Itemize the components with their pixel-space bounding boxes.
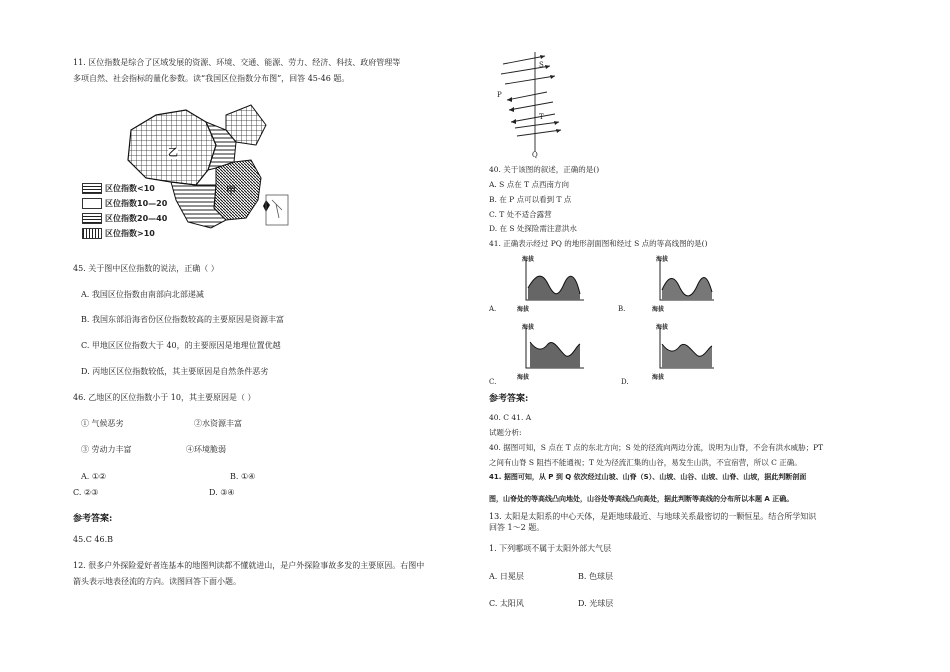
map-label-yi-text: 乙 (168, 148, 178, 159)
left-answer-title: 参考答案: (73, 514, 113, 524)
analysis-line2: 之间有山脊 S 阻挡不能通视；T 处为径流汇集的山谷，易发生山洪，不宜宿营，所以 C 正确。 (489, 458, 802, 467)
analysis-title: 试题分析: (489, 428, 522, 437)
q11-line1: 11. 区位指数是综合了区域发展的资源、环境、交通、能源、劳力、经济、科技、政府管理等 (73, 58, 401, 67)
q40-option-d: D. 在 S 处探险需注意洪水 (489, 224, 577, 233)
profile-d-axis: 海拔 (656, 324, 669, 331)
q46-stem: 46. 乙地区的区位指数小于 10，其主要原因是（ ） (73, 393, 256, 402)
analysis-line1: 40. 据图可知，S 点在 T 点的东北方向；S 处的径流向两边分流，说明为山脊，不会有洪水威胁；PT (489, 443, 824, 452)
profile-b-axis: 海拔 (656, 256, 669, 263)
q1-option-d: D. 光球层 (578, 599, 614, 608)
legend-swatch-vertical (82, 228, 102, 239)
q46-item-4: ④环境脆弱 (186, 445, 226, 454)
map-label-jia-text: 甲 (226, 186, 236, 197)
fig-label-s: S (539, 61, 544, 69)
runoff-arrow-figure (495, 52, 575, 160)
legend-item-1 (82, 183, 155, 194)
left-answer: 45.C 46.B (73, 535, 113, 544)
q40-stem: 40. 关于该图的叙述，正确的是() (489, 165, 600, 174)
profile-c-ground: 海拔 (517, 374, 530, 381)
fig-label-q: Q (532, 151, 538, 159)
option-letter-c: C. (489, 378, 497, 386)
q11-line2: 多项自然、社会指标的量化参数。读“我国区位指数分布图”，回答 45-46 题。 (73, 74, 350, 83)
right-answer: 40. C 41. A (489, 413, 532, 422)
analysis-line4: 图，山脊处的等高线凸向地处，山谷处等高线凸向高处，据此判断等高线的分布所以本题 A 正确。 (489, 495, 794, 503)
q13-line2: 回答 1～2 题。 (489, 523, 545, 532)
q45-option-b: B. 我国东部沿海省份区位指数较高的主要原因是资源丰富 (81, 315, 284, 324)
map-svg (76, 100, 301, 248)
profile-c-axis: 海拔 (522, 324, 535, 331)
profile-option-b (650, 254, 750, 312)
profile-b-ground: 海拔 (652, 306, 665, 313)
q45-option-a: A. 我国区位指数由南部向北部递减 (81, 290, 204, 299)
q40-option-a: A. S 点在 T 点西南方向 (489, 180, 569, 189)
profile-option-a (512, 254, 612, 312)
q40-option-c: C. T 处不适合露营 (489, 210, 552, 219)
profile-option-c (512, 322, 612, 380)
right-answer-title: 参考答案: (489, 394, 529, 404)
q12-line1: 12. 很多户外探险爱好者连基本的地图判读都不懂就进山，是户外探险事故多发的主要原因。右图中 (73, 561, 425, 570)
legend-swatch-blank (82, 198, 102, 209)
q13-line1: 13. 太阳是太阳系的中心天体，是距地球最近、与地球关系最密切的一颗恒星。结合所学知识 (489, 512, 817, 521)
legend-item-2 (82, 198, 167, 209)
option-letter-b: B. (618, 305, 626, 313)
profile-a-axis: 海拔 (522, 256, 535, 263)
q41-stem: 41. 正确表示经过 PQ 的地形剖面图和经过 S 点的等高线图的是() (489, 239, 708, 248)
q46-option-d: D. ③④ (209, 488, 235, 497)
q46-option-b: B. ①④ (230, 472, 256, 481)
legend-swatch-horizontal (82, 213, 102, 224)
option-letter-d: D. (621, 378, 629, 386)
q1-option-b: B. 色球层 (578, 572, 613, 581)
q45-stem: 45. 关于图中区位指数的说法，正确（ ） (73, 264, 219, 273)
legend-label-2: 区位指数10—20 (105, 199, 168, 208)
legend-label-4: 区位指数>10 (105, 229, 155, 238)
q1-stem: 1. 下列哪项不属于太阳外部大气层 (489, 544, 612, 553)
legend-label-1: 区位指数<10 (105, 184, 155, 193)
q46-item-3: ③ 劳动力丰富 (81, 445, 132, 454)
q46-item-2: ②水资源丰富 (194, 419, 242, 428)
legend-swatch-grid (82, 183, 102, 194)
q1-option-c: C. 太阳风 (489, 599, 524, 608)
profile-d-ground: 海拔 (652, 374, 665, 381)
fig-label-p: P (497, 91, 502, 99)
q45-option-d: D. 丙地区区位指数较低，其主要原因是自然条件恶劣 (81, 367, 269, 376)
q1-option-a: A. 日冕层 (489, 572, 524, 581)
china-region-index-map (76, 100, 301, 248)
legend-label-3: 区位指数20—40 (105, 214, 168, 223)
profile-option-d (650, 322, 750, 380)
q46-item-1: ① 气候恶劣 (81, 419, 124, 428)
q12-line2: 箭头表示地表径流的方向。读图回答下面小题。 (73, 577, 241, 586)
q46-option-a: A. ①② (81, 472, 107, 481)
fig-label-t: T (539, 113, 544, 121)
option-letter-a: A. (489, 305, 497, 313)
legend-item-3 (82, 213, 167, 224)
legend-item-4 (82, 228, 155, 239)
analysis-line3: 41. 据图可知，从 P 到 Q 依次经过山坡、山脊（S）、山坡、山谷、山坡、山脊、山坡，据此判断剖面 (489, 473, 807, 481)
q40-option-b: B. 在 P 点可以看到 T 点 (489, 195, 572, 204)
runoff-svg (495, 52, 575, 160)
q45-option-c: C. 甲地区区位指数大于 40，的主要原因是地理位置优越 (81, 341, 281, 350)
profile-a-ground: 海拔 (517, 306, 530, 313)
q46-option-c: C. ②③ (73, 488, 99, 497)
